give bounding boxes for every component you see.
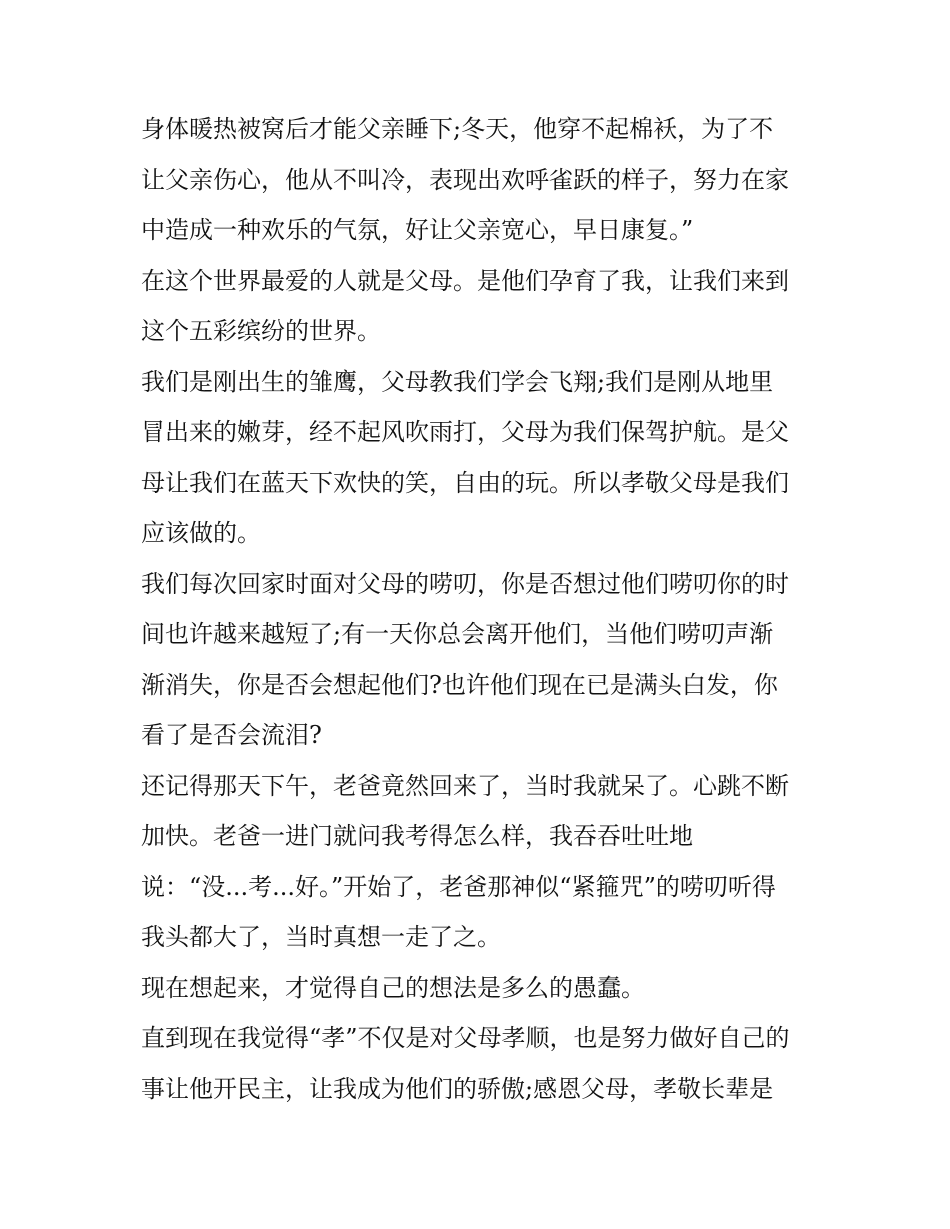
text-line: 冒出来的嫩芽，经不起风吹雨打，父母为我们保驾护航。是父 [141,418,789,446]
text-line: 看了是否会流泪? [141,721,322,749]
text-line: 渐消失，你是否会想起他们?也许他们现在已是满头白发，你 [141,670,778,699]
text-line: 间也许越来越短了;有一天你总会离开他们，当他们唠叨声渐 [141,620,774,648]
text-line: 这个五彩缤纷的世界。 [141,317,381,345]
text-line: 直到现在我觉得“孝”不仅是对父母孝顺，也是努力做好自己的 [141,1024,790,1052]
text-line: 身体暖热被窝后才能父亲睡下;冬天，他穿不起棉袄，为了不 [141,115,774,143]
text-line: 中造成一种欢乐的气氛，好让父亲宽心，早日康复。” [141,216,694,244]
text-line: 在这个世界最爱的人就是父母。是他们孕育了我，让我们来到 [141,266,789,295]
text-line: 母让我们在蓝天下欢快的笑，自由的玩。所以孝敬父母是我们 [141,468,789,497]
text-line: 我头都大了，当时真想一走了之。 [141,923,501,951]
text-line: 让父亲伤心，他从不叫冷，表现出欢呼雀跃的样子，努力在家 [141,165,789,194]
text-line: 说：“没...考...好。”开始了，老爸那神似“紧箍咒”的唠叨听得 [141,872,776,901]
text-line: 我们每次回家时面对父母的唠叨，你是否想过他们唠叨你的时 [141,569,789,598]
document-body [141,104,816,1114]
text-line: 事让他开民主，让我成为他们的骄傲;感恩父母，孝敬长辈是 [141,1074,774,1103]
text-line: 还记得那天下午，老爸竟然回来了，当时我就呆了。心跳不断 [141,771,789,800]
text-line: 应该做的。 [141,519,261,547]
text-line: 加快。老爸一进门就问我考得怎么样，我吞吞吐吐地 [141,822,693,850]
text-line: 现在想起来，才觉得自己的想法是多么的愚蠢。 [141,973,645,1002]
text-line: 我们是刚出生的雏鹰，父母教我们学会飞翔;我们是刚从地里 [141,367,774,396]
